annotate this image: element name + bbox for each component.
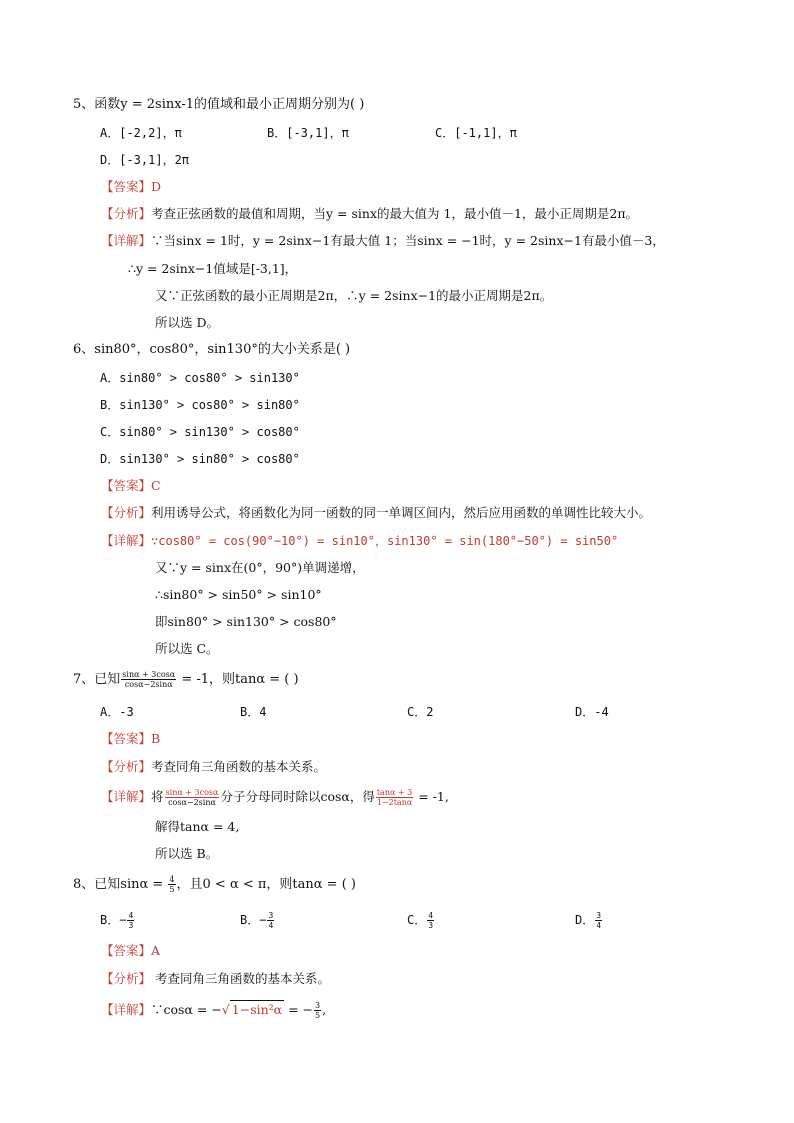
detail-tag: 【详解】 bbox=[101, 789, 152, 804]
option-b bbox=[240, 911, 275, 930]
analysis-row bbox=[101, 970, 330, 988]
detail-line: ∴y = 2sinx−1值域是[-3,1]， bbox=[128, 261, 298, 276]
answer-value: A bbox=[151, 943, 161, 958]
fraction bbox=[165, 788, 220, 807]
fraction bbox=[427, 911, 434, 930]
answer-tag: 【答案】 bbox=[101, 179, 152, 194]
answer-row bbox=[101, 942, 160, 960]
analysis-row bbox=[101, 504, 651, 522]
fraction-denominator: 5 bbox=[315, 1011, 321, 1020]
fraction-denominator: 3 bbox=[428, 921, 434, 930]
analysis-tag: 【分析】 bbox=[101, 206, 152, 221]
option-c bbox=[407, 911, 435, 930]
analysis-row bbox=[101, 205, 638, 223]
answer-tag: 【答案】 bbox=[101, 943, 152, 958]
option-c: C．sin80° > sin130° > cos80° bbox=[100, 425, 300, 439]
answer-tag: 【答案】 bbox=[101, 478, 152, 493]
option-d: D．[-3,1]，2π bbox=[100, 153, 190, 167]
fraction bbox=[314, 1001, 321, 1020]
option-c: C．2 bbox=[407, 705, 434, 719]
question-7-stem bbox=[73, 670, 299, 689]
answer-value: C bbox=[151, 478, 161, 493]
fraction-numerator: 3 bbox=[596, 911, 602, 920]
analysis-tag: 【分析】 bbox=[101, 505, 152, 520]
fraction-numerator: sinα + 3cosα bbox=[122, 670, 176, 679]
fraction bbox=[595, 911, 602, 930]
option-a bbox=[100, 911, 135, 930]
option-d: D．-4 bbox=[575, 705, 609, 719]
fraction bbox=[168, 875, 175, 894]
analysis-row bbox=[101, 758, 326, 776]
fraction-numerator: 4 bbox=[169, 875, 175, 884]
option-label: B．− bbox=[240, 913, 267, 927]
option-b: B．4 bbox=[240, 705, 267, 719]
detail-line: 即sin80° > sin130° > cos80° bbox=[155, 614, 337, 629]
analysis-tag: 【分析】 bbox=[101, 971, 152, 986]
option-b: B．[-3,1]，π bbox=[267, 126, 349, 140]
option-a: A．-3 bbox=[100, 705, 134, 719]
detail-text: 将 bbox=[151, 789, 164, 804]
fraction-numerator: sinα + 3cosα bbox=[165, 788, 219, 797]
detail-line: 解得tanα = 4, bbox=[155, 819, 240, 834]
detail-tag: 【详解】 bbox=[101, 233, 152, 248]
fraction bbox=[127, 911, 134, 930]
fraction-numerator: 4 bbox=[428, 911, 434, 920]
sqrt-expression: 1−sin²α bbox=[231, 1002, 283, 1017]
fraction-denominator: 5 bbox=[169, 885, 175, 894]
detail-line: 又∵y = sinx在(0°，90°)单调递增， bbox=[155, 560, 365, 575]
fraction bbox=[376, 788, 413, 807]
detail-row bbox=[101, 232, 665, 250]
detail-line: 所以选 D。 bbox=[155, 315, 219, 330]
fraction bbox=[121, 670, 176, 689]
answer-row bbox=[101, 730, 160, 748]
stem-text: 8、已知sinα = bbox=[73, 877, 168, 892]
fraction-denominator: 4 bbox=[596, 921, 602, 930]
option-a: A．sin80° > cos80° > sin130° bbox=[100, 371, 300, 385]
analysis-text: 考查同角三角函数的基本关系。 bbox=[151, 759, 327, 774]
detail-line: ∵当sinx = 1时，y = 2sinx−1有最大值 1；当sinx = −1时，y = 2sinx−1有最小值－3， bbox=[151, 233, 665, 248]
analysis-text: 考查正弦函数的最值和周期，当y = sinx的最大值为 1，最小值－1，最小正周期是2π。 bbox=[151, 206, 639, 221]
option-d bbox=[575, 911, 603, 930]
analysis-tag: 【分析】 bbox=[101, 759, 152, 774]
detail-text: 分子分母同时除以cosα，得 bbox=[220, 789, 375, 804]
detail-line: ∵cos80° = cos(90°−10°) = sin10°，sin130° = sin(180°−50°) = sin50° bbox=[151, 534, 619, 548]
analysis-text: 利用诱导公式，将函数化为同一函数的同一单调区间内，然后应用函数的单调性比较大小。 bbox=[151, 505, 652, 520]
detail-row: 【详解】∵cosα = −√ 1−sin²α = − $\frac{3}{5}$ , bbox=[101, 1001, 327, 1020]
question-5-stem: 5、函数y = 2sinx-1的值域和最小正周期分别为( ) bbox=[73, 97, 365, 112]
fraction-numerator: 3 bbox=[315, 1001, 321, 1010]
detail-tag: 【详解】 bbox=[101, 533, 152, 548]
question-6-stem: 6、sin80°，cos80°，sin130°的大小关系是( ) bbox=[73, 342, 351, 357]
question-8-stem bbox=[73, 875, 356, 894]
detail-row bbox=[101, 532, 618, 550]
fraction bbox=[267, 911, 274, 930]
stem-text: 7、已知 bbox=[73, 672, 121, 687]
answer-value: D bbox=[151, 179, 162, 194]
option-label: C． bbox=[407, 913, 427, 927]
fraction-numerator: tanα + 3 bbox=[376, 788, 413, 797]
fraction-denominator: 3 bbox=[128, 921, 134, 930]
detail-line: 所以选 B。 bbox=[155, 846, 219, 861]
fraction-numerator: 3 bbox=[268, 911, 274, 920]
detail-tag: 【详解】 bbox=[101, 1002, 152, 1017]
fraction-denominator: 4 bbox=[268, 921, 274, 930]
fraction-denominator: cosα−2sinα bbox=[168, 798, 216, 807]
stem-text: = -1，则tanα = ( ) bbox=[177, 672, 299, 687]
option-label: D． bbox=[575, 913, 595, 927]
detail-line: ∴sin80° > sin50° > sin10° bbox=[155, 587, 322, 602]
fraction-denominator: cosα−2sinα bbox=[124, 680, 173, 689]
detail-line: 又∵正弦函数的最小正周期是2π，∴y = 2sinx−1的最小正周期是2π。 bbox=[155, 288, 553, 303]
detail-row bbox=[101, 788, 449, 807]
fraction-numerator: 4 bbox=[128, 911, 134, 920]
detail-line: 所以选 C。 bbox=[155, 641, 219, 656]
answer-row bbox=[101, 477, 161, 495]
answer-value: B bbox=[151, 731, 161, 746]
detail-text: = -1, bbox=[414, 789, 449, 804]
detail-text: , bbox=[322, 1002, 327, 1017]
option-label: B．− bbox=[100, 913, 127, 927]
option-d: D．sin130° > sin80° > cos80° bbox=[100, 452, 300, 466]
option-a: A．[-2,2]，π bbox=[100, 126, 182, 140]
option-b: B．sin130° > cos80° > sin80° bbox=[100, 398, 300, 412]
analysis-text: 考查同角三角函数的基本关系。 bbox=[151, 971, 330, 986]
detail-text: ∵cosα = − bbox=[151, 1002, 222, 1017]
option-c: C．[-1,1]，π bbox=[435, 126, 517, 140]
answer-tag: 【答案】 bbox=[101, 731, 152, 746]
fraction-denominator: 1−2tanα bbox=[376, 798, 413, 807]
answer-row bbox=[101, 178, 161, 196]
detail-text: = − bbox=[284, 1002, 314, 1017]
stem-text: ，且0 < α < π，则tanα = ( ) bbox=[176, 877, 356, 892]
